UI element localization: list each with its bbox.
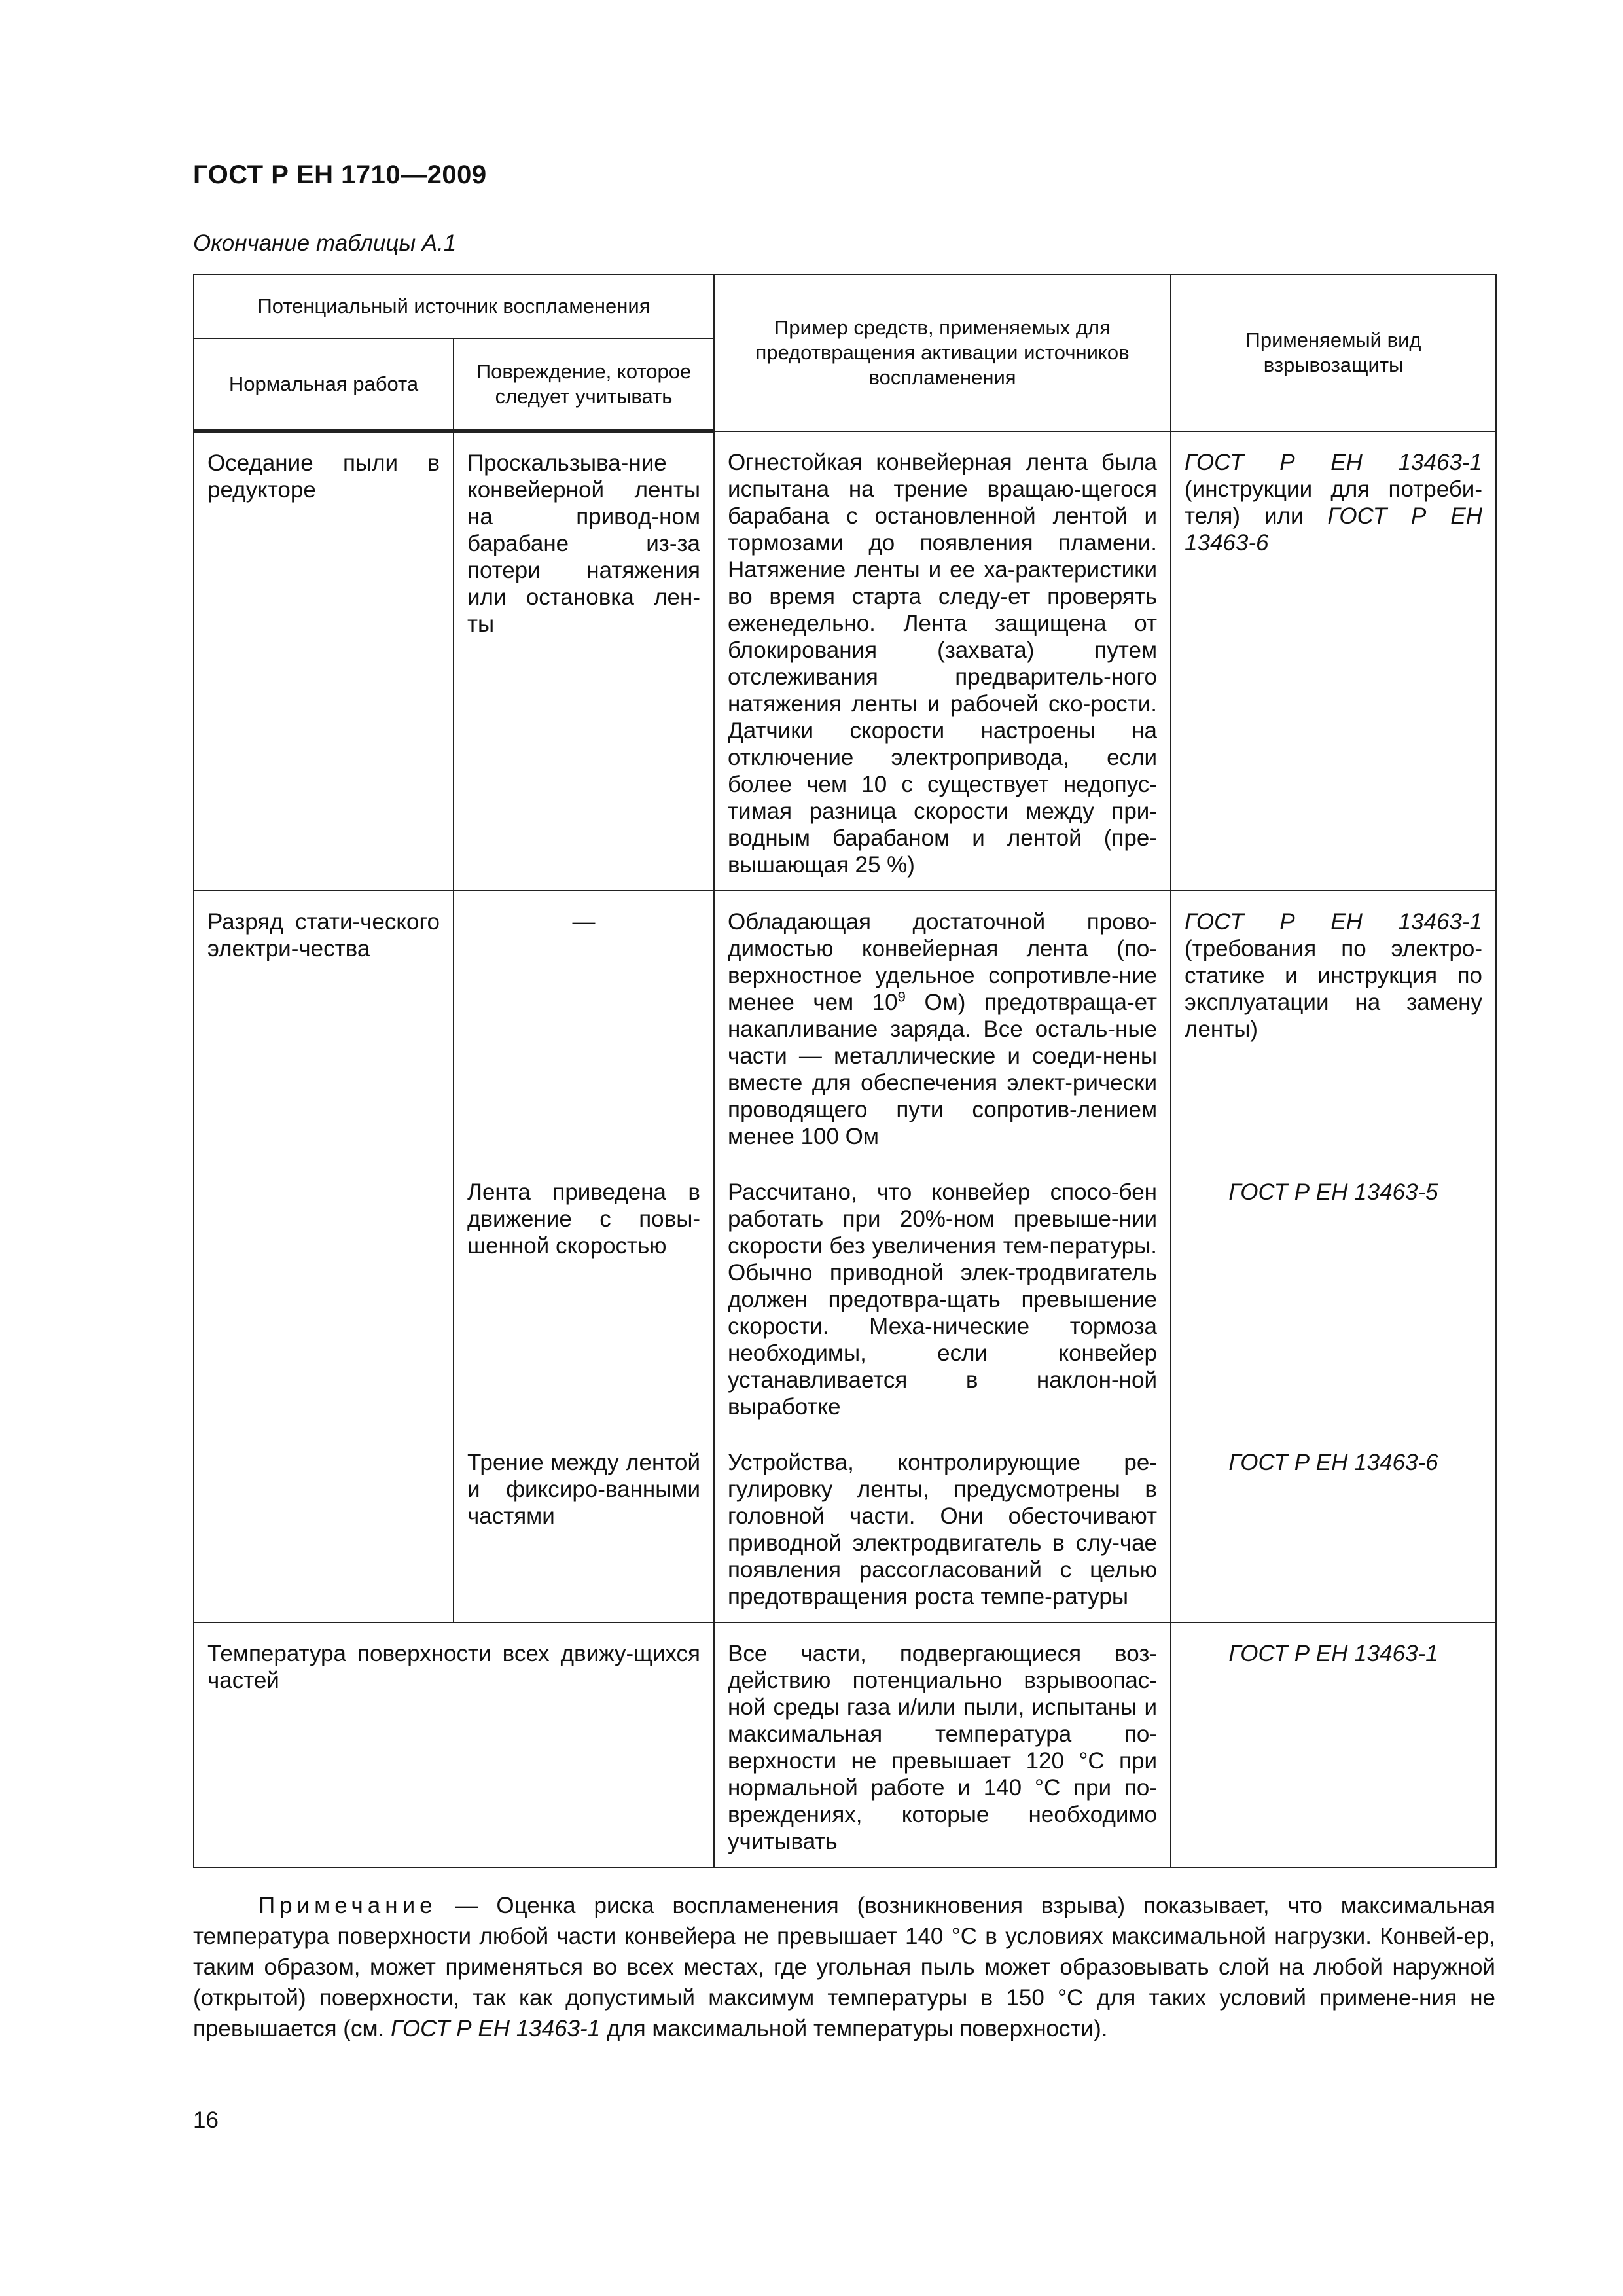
cell-prevention-means: Устройства, контролирующие ре-гулировку ленты, предусмотрены в головной части. Они обесточивают приводной электродвигатель в слу-чае появления рассогласований с целью предотвращения роста темпе-ратуры [714,1432,1171,1623]
cell-damage: — [454,891,714,1162]
cell-protection-type [1171,1162,1496,1432]
ignition-sources-table [193,274,1497,1868]
cell-ignition-source-combined: Температура поверхности всех движу-щихся частей [194,1623,714,1867]
header-prevention-means: Пример средств, применяемых для предотвращения активации источников воспламенения [714,274,1171,431]
cell-prevention-means: Все части, подвергающиеся воз-действию потенциально взрывоопас-ной среды газа и/или пыли, испытаны и максимальная температура по-верхности не превышает 120 °С при нормальной работе и 140 °С при по-вреждениях, которые необходимо учитывать [714,1623,1171,1867]
table-row [194,891,1496,1162]
header-damage-considered: Повреждение, которое следует учитывать [454,338,714,431]
standard-reference: ГОСТ Р ЕН 13463-1 [390,2016,601,2041]
cell-normal-operation: Оседание пыли в редукторе [194,431,454,891]
document-code-header: ГОСТ Р ЕН 1710—2009 [193,160,487,189]
note-text: — Оценка риска воспламенения (возникновения взрыва) показывает, что максимальная температура поверхности любой части конвейера не превышает 140 °С в условиях максимальной нагрузки. Конвей-ер, таким образом, может применяться во всех местах, где угольная пыль может образовывать слой на любой наружной (открытой) поверхности, так как допустимый максимум температуры в 150 °С для таких условий примене-ния не превышается (см. [193,1893,1495,2041]
standard-reference: ГОСТ Р ЕН 13463-6 [1228,1449,1438,1475]
cell-damage: Проскальзыва-ние конвейерной ленты на привод-ном барабане из-за потери натяжения или остановка лен-ты [454,431,714,891]
standard-reference: ГОСТ Р ЕН 13463-6 [1185,503,1483,556]
cell-prevention-means: Огнестойкая конвейерная лента была испытана на трение вращаю-щегося барабана с остановленной лентой и тормозами до появления пламени. Натяжение ленты и ее ха-рактеристики во время старта следу-ет проверять еженедельно. Лента защищена от блокирования (захвата) путем отслеживания предваритель-ного натяжения ленты и рабочей ско-рости. Датчики скорости настроены на отключение электропривода, если более чем 10 с существует недопус-тимая разница скорости между при-водным барабаном и лентой (пре-вышающая 25 %) [714,431,1171,891]
header-protection-type: Применяемый вид взрывозащиты [1171,274,1496,431]
table-row [194,1162,1496,1432]
means-text: Ом) предотвраща-ет накапливание заряда. Все осталь-ные части — металлические и соеди-нены вместе для обеспечения элект-рически проводящего пути сопротив-лением менее 100 Ом [728,989,1158,1149]
standard-reference: ГОСТ Р ЕН 13463-1 [1185,908,1483,935]
standard-reference: ГОСТ Р ЕН 13463-1 [1185,449,1483,475]
cell-protection-type [1171,431,1496,891]
cell-protection-type [1171,1623,1496,1867]
exponent: 9 [897,988,906,1005]
cell-normal-operation: Разряд стати-ческого электри-чества [194,891,454,1162]
table-note [193,1890,1495,2044]
table-row [194,1432,1496,1623]
table-row [194,1623,1496,1867]
cell-normal-operation [194,1162,454,1432]
page-number: 16 [193,2108,219,2133]
standard-reference: ГОСТ Р ЕН 13463-5 [1228,1179,1438,1205]
note-label: Примечание [259,1893,437,1918]
means-text: Обладающая достаточной прово-димостью конвейерная лента (по-верхностное удельное сопротивле-ние менее чем 10 [728,908,1158,1015]
cell-damage: Трение между лентой и фиксиро-ванными частями [454,1432,714,1623]
cell-prevention-means [714,891,1171,1162]
protection-text: (инструкции для потреби-теля) или [1185,476,1483,529]
standard-reference: ГОСТ Р ЕН 13463-1 [1228,1640,1438,1666]
cell-prevention-means: Рассчитано, что конвейер спосо-бен работать при 20%-ном превыше-нии скорости без увеличения тем-пературы. Обычно приводной элек-тродвигатель должен предотвра-щать превышение скорости. Меха-нические тормоза необходимы, если конвейер устанавливается в наклон-ной выработке [714,1162,1171,1432]
header-normal-operation: Нормальная работа [194,338,454,431]
cell-damage: Лента приведена в движение с повы-шенной скоростью [454,1162,714,1432]
note-text: для максимальной температуры поверхности). [600,2016,1108,2041]
cell-protection-type [1171,891,1496,1162]
header-ignition-source: Потенциальный источник воспламенения [194,274,714,338]
cell-protection-type [1171,1432,1496,1623]
table-caption: Окончание таблицы А.1 [193,230,457,256]
table-row [194,431,1496,891]
cell-normal-operation [194,1432,454,1623]
protection-text: (требования по электро-статике и инструкция по эксплуатации на замену ленты) [1185,935,1483,1042]
